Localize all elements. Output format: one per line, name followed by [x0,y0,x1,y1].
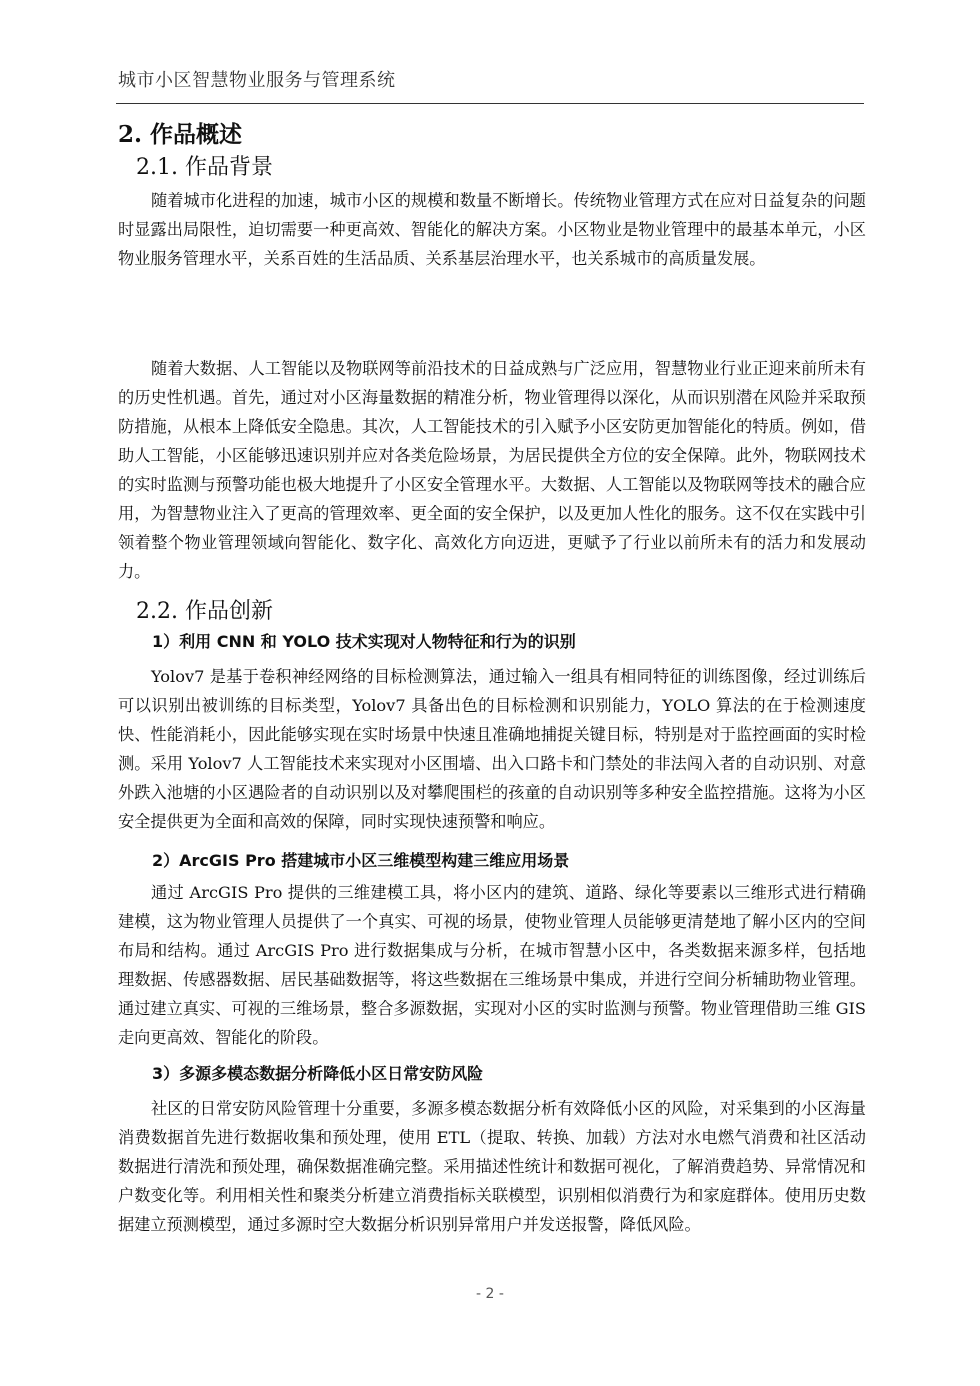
subsection-heading-background: 2.1. 作品背景 [136,155,273,180]
background-paragraph-1: 随着城市化进程的加速，城市小区的规模和数量不断增长。传统物业管理方式在应对日益复杂的问题时显露出局限性，迫切需要一种更高效、智能化的解决方案。小区物业是物业管理中的最基本单元，小区物业服务管理水平，关系百姓的生活品质、关系基层治理水平，也关系城市的高质量发展。 [118,191,866,268]
innovation-item-2-text: 通过 ArcGIS Pro 提供的三维建模工具，将小区内的建筑、道路、绿化等要素以三维形式进行精确建模，这为物业管理人员提供了一个真实、可视的场景，使物业管理人员能够更清楚地了解小区内的空间布局和结构。通过 ArcGIS Pro 进行数据集成与分析，在城市智慧小区中，各类数据来源多样，包括地理数据、传感器数据、居民基础数据等，将这些数据在三维场景中集成，并进行空间分析辅助物业管理。通过建立真实、可视的三维场景，整合多源数据，实现对小区的实时监测与预警。物业管理借助三维 GIS 走向更高效、智能化的阶段。 [118,883,866,1047]
header-divider [116,103,864,104]
innovation-item-3-text: 社区的日常安防风险管理十分重要，多源多模态数据分析有效降低小区的风险，对采集到的小区海量消费数据首先进行数据收集和预处理，使用 ETL（提取、转换、加载）方法对水电燃气消费和社区活动数据进行清洗和预处理，确保数据准确完整。采用描述性统计和数据可视化，了解消费趋势、异常情况和户数变化等。利用相关性和聚类分析建立消费指标关联模型，识别相似消费行为和家庭群体。使用历史数据建立预测模型，通过多源时空大数据分析识别异常用户并发送报警，降低风险。 [118,1099,866,1234]
innovation-item-3-title: 3）多源多模态数据分析降低小区日常安防风险 [152,1064,484,1083]
innovation-item-2-title: 2）ArcGIS Pro 搭建城市小区三维模型构建三维应用场景 [152,851,570,870]
running-header: 城市小区智慧物业服务与管理系统 [118,70,396,91]
innovation-item-1-title: 1）利用 CNN 和 YOLO 技术实现对人物特征和行为的识别 [152,632,576,651]
background-paragraph-2: 随着大数据、人工智能以及物联网等前沿技术的日益成熟与广泛应用，智慧物业行业正迎来前所未有的历史性机遇。首先，通过对小区海量数据的精准分析，物业管理得以深化，从而识别潜在风险并采取预防措施，从根本上降低安全隐患。其次，人工智能技术的引入赋予小区安防更加智能化的特质。例如，借助人工智能，小区能够迅速识别并应对各类危险场景，为居民提供全方位的安全保障。此外，物联网技术的实时监测与预警功能也极大地提升了小区安全管理水平。大数据、人工智能以及物联网等技术的融合应用，为智慧物业注入了更高的管理效率、更全面的安全保护，以及更加人性化的服务。这不仅在实践中引领着整个物业管理领域向智能化、数字化、高效化方向迈进，更赋予了行业以前所未有的活力和发展动力。 [118,359,866,581]
subsection-heading-innovation: 2.2. 作品创新 [136,599,273,624]
page-number: - 2 - [476,1286,504,1302]
section-heading: 2. 作品概述 [118,121,243,148]
innovation-item-1-text: Yolov7 是基于卷积神经网络的目标检测算法，通过输入一组具有相同特征的训练图像，经过训练后可以识别出被训练的目标类型，Yolov7 具备出色的目标检测和识别能力，YOLO 算法的在于检测速度快、性能消耗小，因此能够实现在实时场景中快速且准确地捕捉关键目标，特别是对于监控画面的实时检测。采用 Yolov7 人工智能技术来实现对小区围墙、出入口路卡和门禁处的非法闯入者的自动识别、对意外跌入池塘的小区遇险者的自动识别以及对攀爬围栏的孩童的自动识别等多种安全监控措施。这将为小区安全提供更为全面和高效的保障，同时实现快速预警和响应。 [118,667,866,831]
